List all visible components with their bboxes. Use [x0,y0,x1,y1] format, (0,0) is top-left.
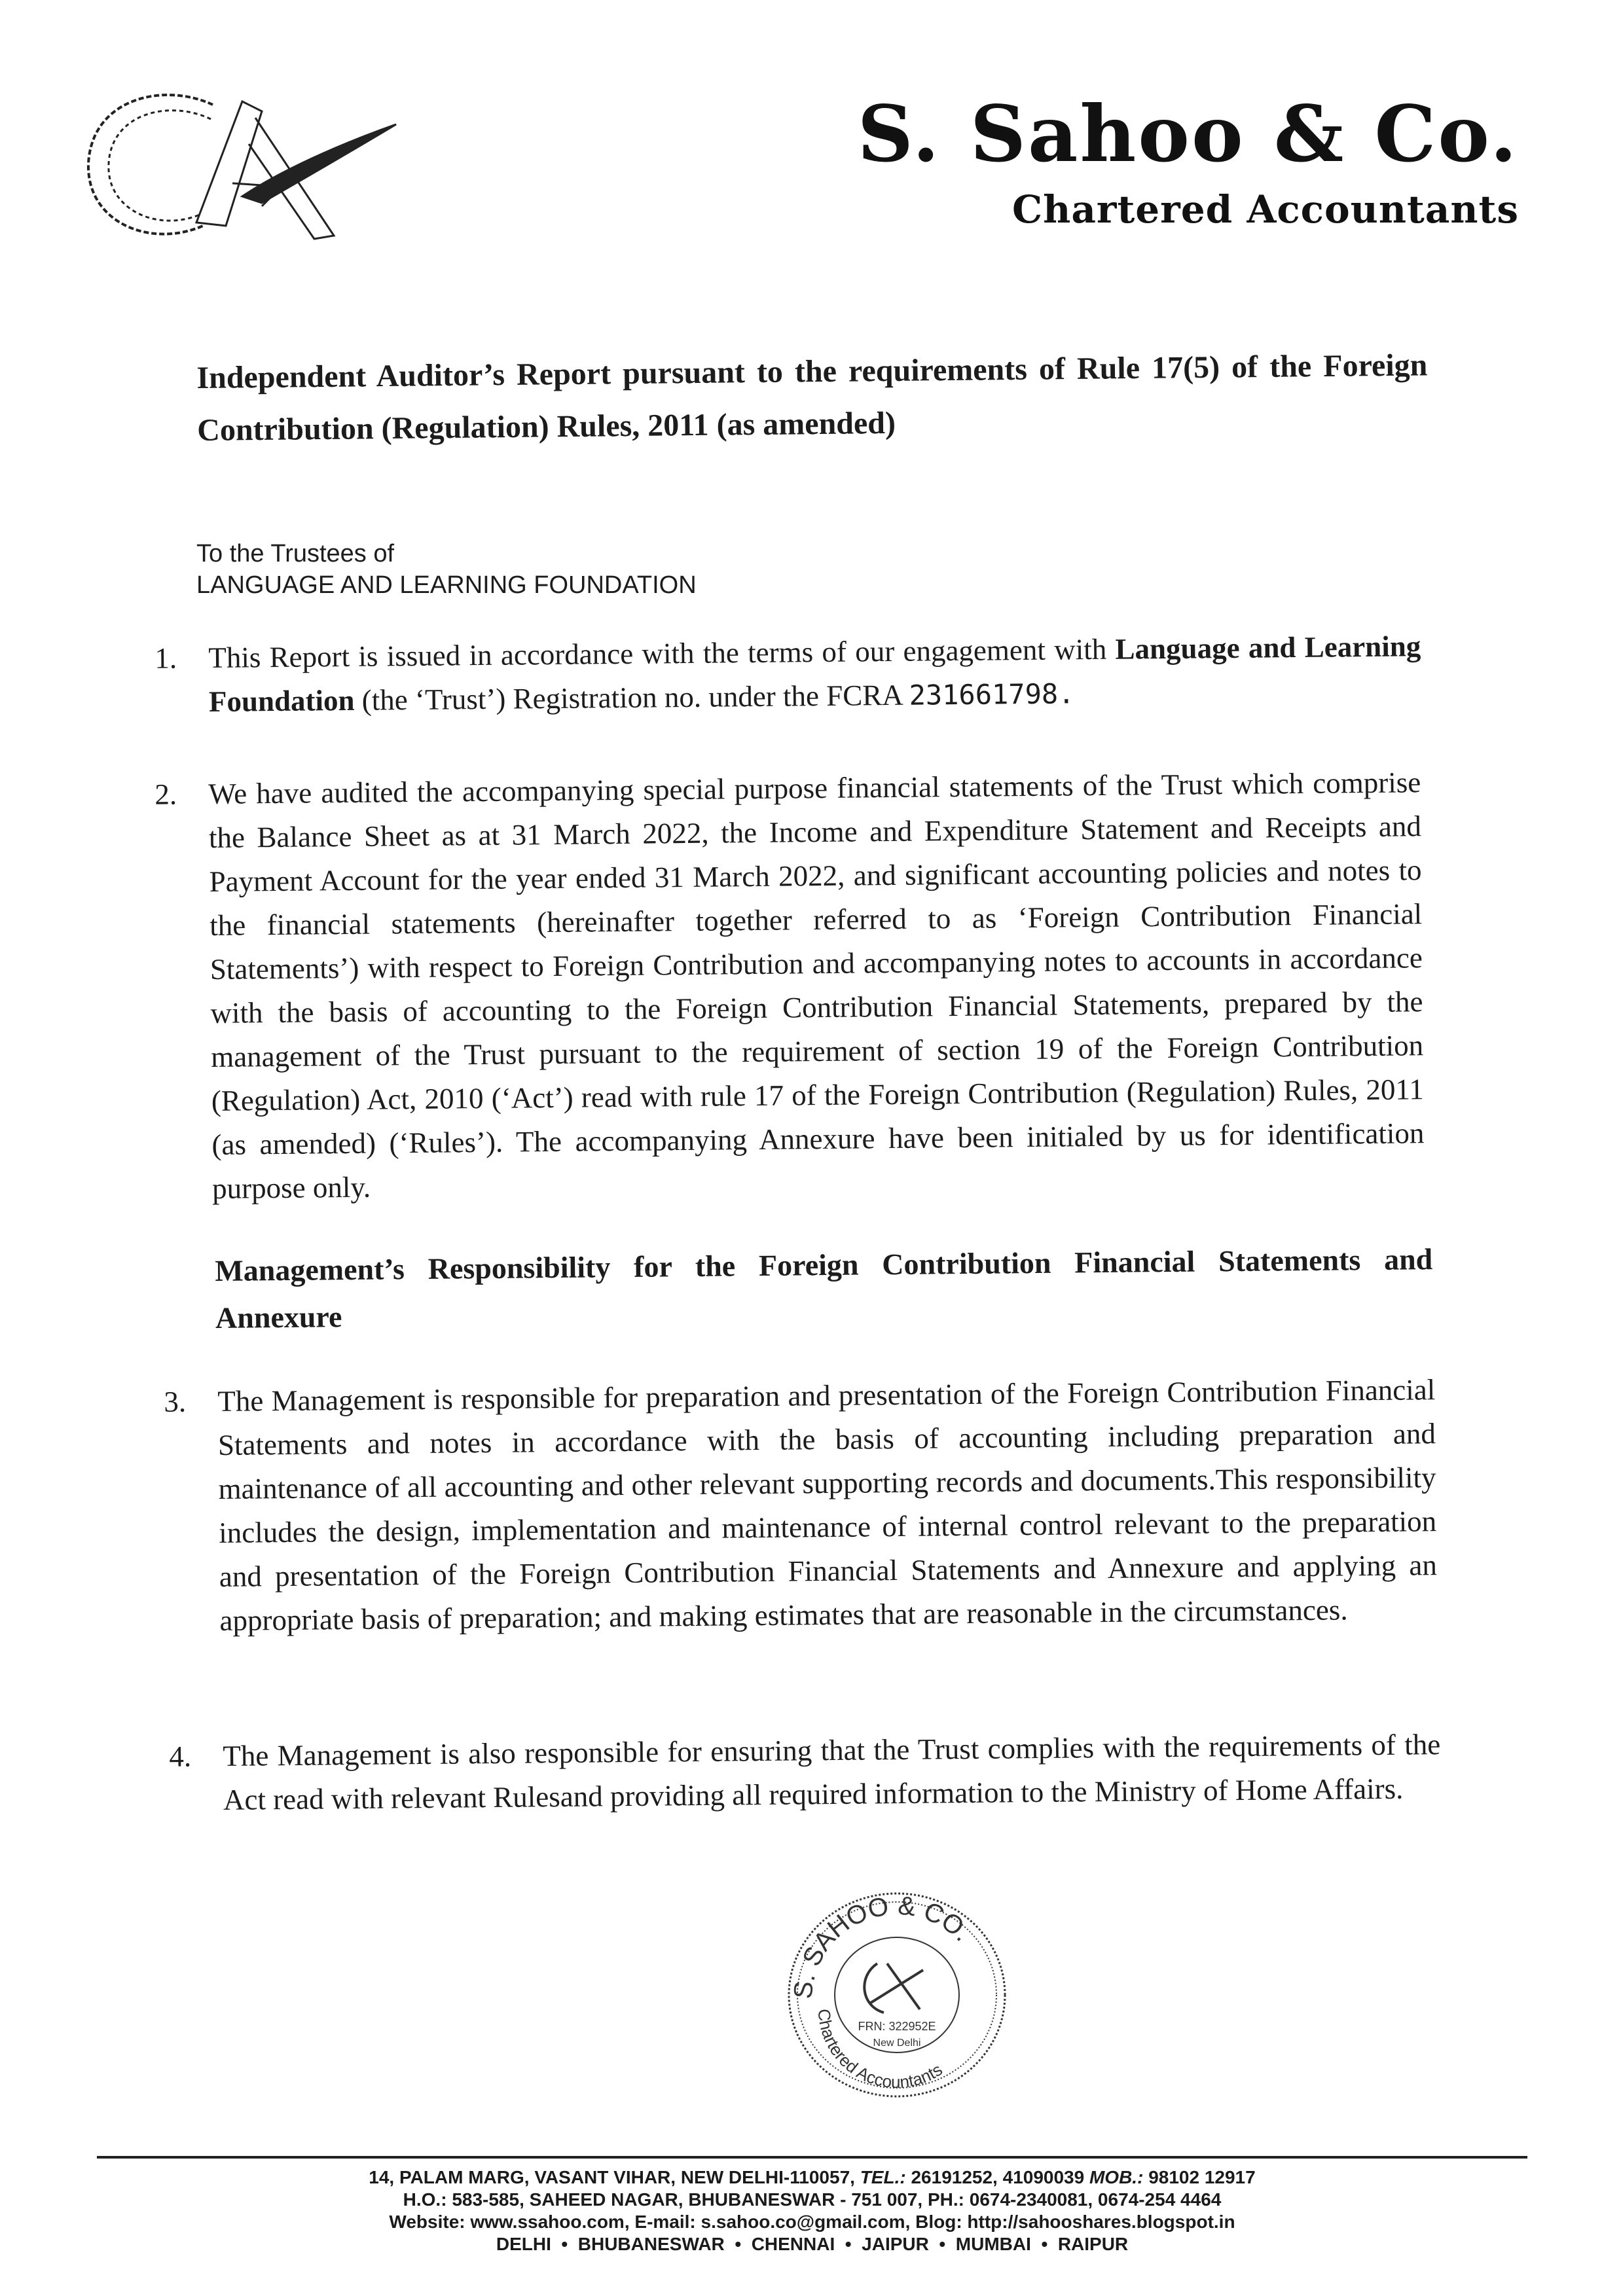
paragraph-1 [155,624,1421,724]
paragraph-number: 4. [169,1740,192,1773]
mobile-number: 98102 12917 [1143,2167,1256,2187]
paragraph-number: 1. [155,641,177,675]
footer [97,2166,1527,2255]
addressee-block [196,538,1113,601]
seal-bottom-text: Chartered Accountants [814,2008,946,2092]
footer-address-line [97,2166,1527,2189]
paragraph-3 [164,1368,1438,1643]
office-city: BHUBANESWAR [577,2234,725,2254]
seal-ring-text: S. SAHOO & CO. [788,1891,977,2000]
city-list [97,2233,1527,2255]
paragraph-text: We have audited the accompanying special purpose financial statements of the Trust which comprise the Balance Sheet as at 31 March 2022, the Income and Expenditure Statement and Receipts and Payment Account for the year ended 31 March 2022, and significant accounting policies and notes to the financial statements (hereinafter together referred to as ‘Foreign Contribution Financial Statements’) with respect to Foreign Contribution and accompanying notes to accounts in accordance with the basis of accounting to the Foreign Contribution Financial Statements, prepared by the management of the Trust pursuant to the requirement of section 19 of the Foreign Contribution (Regulation) Act, 2010 (‘Act’) read with rule 17 of the Foreign Contribution (Regulation) Rules, 2011 (as amended) (‘Rules’). The accompanying Annexure have been initialed by us for identification purpose only. [208,766,1425,1205]
office-city: CHENNAI [751,2234,835,2254]
firm-tagline: Chartered Accountants [1011,187,1519,232]
tel-label: TEL.: [860,2167,906,2187]
office-address: 14, PALAM MARG, VASANT VIHAR, NEW DELHI-110057, [369,2167,860,2187]
head-office-line: H.O.: 583-585, SAHEED NAGAR, BHUBANESWAR - 751 007, PH.: 0674-2340081, 0674-254 4464 [403,2189,1222,2210]
city-separator: • [724,2234,752,2254]
city-separator: • [928,2234,956,2254]
paragraph-text: This Report is issued in accordance with the terms of our engagement with [208,632,1116,674]
ca-monogram-icon [65,72,419,255]
firm-name: S. Sahoo & Co. [857,88,1519,179]
tel-numbers: 26191252, 41090039 [905,2167,1089,2187]
fcra-registration-number: 231661798. [909,677,1075,711]
report-title: Independent Auditor’s Report pursuant to the requirements of Rule 17(5) of the Foreign Contribution (Regulation) Rules, 2011 (as amended) [196,348,1428,448]
paragraph-text: The Management is also responsible for ensuring that the Trust complies with the requirements of the Act read with relevant Rulesand providing all required information to the Ministry of Home Affairs. [223,1728,1441,1816]
paragraph-number: 3. [164,1385,187,1418]
trust-name: Language and Learning Foundation [208,630,1421,718]
footer-divider [97,2156,1527,2159]
city-separator: • [551,2234,578,2254]
city-separator: • [835,2234,862,2254]
office-city: DELHI [496,2234,551,2254]
paragraph-number: 2. [155,778,177,811]
addressee-name: LANGUAGE AND LEARNING FOUNDATION [196,571,697,599]
seal-frn-text: FRN: 322952E [858,2020,936,2033]
firm-seal-icon [779,1885,1015,2101]
section-heading: Management’s Responsibility for the Foreign Contribution Financial Statements and Annexure [215,1242,1433,1335]
contact-web-line: Website: www.ssahoo.com, E-mail: s.sahoo.co@gmail.com, Blog: http://sahooshares.blogspot.in [389,2212,1235,2232]
addressee-line: To the Trustees of [196,540,395,567]
paragraph-2 [155,761,1425,1211]
paragraph-text: (the ‘Trust’) Registration no. under the FCRA [354,678,909,717]
mobile-label: MOB.: [1089,2167,1144,2187]
seal-city-text: New Delhi [873,2037,921,2049]
office-city: RAIPUR [1057,2234,1129,2254]
city-separator: • [1030,2234,1058,2254]
paragraph-text: The Management is responsible for preparation and presentation of the Foreign Contribution Financial Statements and notes in accordance with the basis of accounting including preparation and maintenance of all accounting and other relevant supporting records and documents.This responsibility includes the design, implementation and maintenance of internal control relevant to the preparation and presentation of the Foreign Contribution Financial Statements and Annexure and applying an appropriate basis of preparation; and making estimates that are reasonable in the circumstances. [217,1373,1438,1637]
office-city: MUMBAI [955,2234,1031,2254]
office-city: JAIPUR [862,2234,929,2254]
paragraph-4 [169,1723,1441,1822]
